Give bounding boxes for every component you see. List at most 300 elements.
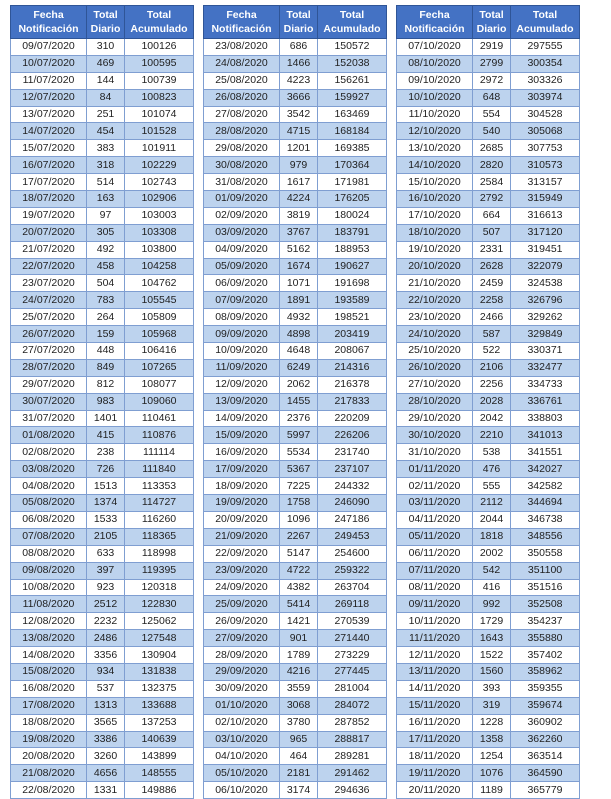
date-cell: 11/09/2020 [204, 359, 280, 376]
daily-total-cell: 1522 [473, 647, 511, 664]
table-row [11, 528, 194, 545]
daily-total-cell: 2792 [473, 191, 511, 208]
cumulative-total-cell: 326796 [511, 292, 580, 309]
daily-total-cell: 4932 [280, 309, 318, 326]
cumulative-total-cell: 363514 [511, 748, 580, 765]
fecha-header-line-1: Fecha [419, 9, 450, 21]
cumulative-total-cell: 289281 [318, 748, 387, 765]
date-cell: 05/11/2020 [397, 528, 473, 545]
fecha-header-line-1: Fecha [226, 9, 257, 21]
date-cell: 12/09/2020 [204, 376, 280, 393]
cumulative-total-cell: 110876 [125, 427, 194, 444]
table-row [204, 275, 387, 292]
date-cell: 02/10/2020 [204, 714, 280, 731]
cumulative-total-cell: 216378 [318, 376, 387, 393]
date-cell: 27/10/2020 [397, 376, 473, 393]
daily-total-cell: 1374 [87, 495, 125, 512]
table-row [397, 596, 580, 613]
cumulative-total-cell: 259322 [318, 562, 387, 579]
cumulative-total-cell: 351516 [511, 579, 580, 596]
daily-total-cell: 1331 [87, 782, 125, 799]
daily-total-cell: 992 [473, 596, 511, 613]
table-row [397, 174, 580, 191]
cumulative-total-cell: 100823 [125, 89, 194, 106]
cumulative-total-cell: 150572 [318, 39, 387, 56]
daily-total-cell: 633 [87, 545, 125, 562]
table-row [397, 782, 580, 799]
cumulative-total-cell: 231740 [318, 444, 387, 461]
cumulative-total-cell: 116260 [125, 511, 194, 528]
daily-total-cell: 1560 [473, 663, 511, 680]
date-cell: 01/08/2020 [11, 427, 87, 444]
date-cell: 03/09/2020 [204, 224, 280, 241]
cumulative-total-cell: 319451 [511, 241, 580, 258]
cumulative-total-cell: 188953 [318, 241, 387, 258]
date-cell: 12/11/2020 [397, 647, 473, 664]
table-row [204, 528, 387, 545]
daily-total-cell: 2042 [473, 410, 511, 427]
cumulative-total-cell: 122830 [125, 596, 194, 613]
daily-total-cell: 783 [87, 292, 125, 309]
table-row [397, 123, 580, 140]
cumulative-total-cell: 297555 [511, 39, 580, 56]
date-cell: 16/07/2020 [11, 157, 87, 174]
cumulative-total-cell: 107265 [125, 359, 194, 376]
cumulative-total-cell: 273229 [318, 647, 387, 664]
date-cell: 27/08/2020 [204, 106, 280, 123]
daily-total-cell: 1401 [87, 410, 125, 427]
table-row [204, 359, 387, 376]
daily-total-cell: 1096 [280, 511, 318, 528]
date-cell: 20/10/2020 [397, 258, 473, 275]
cumulative-total-cell: 100739 [125, 72, 194, 89]
table-row [11, 613, 194, 630]
daily-total-cell: 3666 [280, 89, 318, 106]
daily-total-cell: 159 [87, 326, 125, 343]
table-row [397, 511, 580, 528]
table-row [11, 663, 194, 680]
cumulative-total-cell: 304528 [511, 106, 580, 123]
total-diario-header-line-2: Diario [90, 23, 121, 35]
cumulative-total-cell: 118998 [125, 545, 194, 562]
cumulative-total-cell: 329849 [511, 326, 580, 343]
cumulative-total-cell: 191698 [318, 275, 387, 292]
table-row [204, 697, 387, 714]
daily-total-cell: 1228 [473, 714, 511, 731]
cumulative-total-cell: 148555 [125, 765, 194, 782]
table-row [397, 478, 580, 495]
total-acumulado-header-line-2: Acumulado [323, 23, 381, 35]
daily-total-cell: 3780 [280, 714, 318, 731]
date-cell: 24/07/2020 [11, 292, 87, 309]
table-row [397, 343, 580, 360]
table-row [11, 579, 194, 596]
cumulative-total-cell: 133688 [125, 697, 194, 714]
table-row [11, 55, 194, 72]
table-row [204, 191, 387, 208]
cumulative-total-cell: 247186 [318, 511, 387, 528]
daily-total-cell: 540 [473, 123, 511, 140]
table-row [397, 191, 580, 208]
cumulative-total-cell: 359674 [511, 697, 580, 714]
date-cell: 10/09/2020 [204, 343, 280, 360]
daily-total-cell: 1466 [280, 55, 318, 72]
cumulative-total-cell: 102743 [125, 174, 194, 191]
daily-total-cell: 393 [473, 680, 511, 697]
date-cell: 19/10/2020 [397, 241, 473, 258]
total-acumulado-header [511, 6, 580, 39]
cumulative-total-cell: 300354 [511, 55, 580, 72]
date-cell: 19/07/2020 [11, 207, 87, 224]
date-cell: 06/09/2020 [204, 275, 280, 292]
total-diario-header [280, 6, 318, 39]
daily-total-cell: 3819 [280, 207, 318, 224]
table-row [11, 511, 194, 528]
table-row [11, 714, 194, 731]
total-diario-header-line-1: Total [93, 9, 118, 21]
table-row [11, 410, 194, 427]
fecha-header [204, 6, 280, 39]
header-row [397, 6, 580, 39]
date-cell: 15/08/2020 [11, 663, 87, 680]
date-cell: 08/10/2020 [397, 55, 473, 72]
table-row [397, 748, 580, 765]
table-row [11, 343, 194, 360]
table-row [397, 292, 580, 309]
date-cell: 18/10/2020 [397, 224, 473, 241]
cumulative-total-cell: 303974 [511, 89, 580, 106]
daily-total-cell: 5534 [280, 444, 318, 461]
cumulative-total-cell: 324538 [511, 275, 580, 292]
date-cell: 25/10/2020 [397, 343, 473, 360]
cumulative-total-cell: 317120 [511, 224, 580, 241]
daily-total-cell: 144 [87, 72, 125, 89]
table-row [204, 663, 387, 680]
table-row [397, 207, 580, 224]
cumulative-total-cell: 130904 [125, 647, 194, 664]
daily-total-cell: 965 [280, 731, 318, 748]
date-cell: 28/08/2020 [204, 123, 280, 140]
cumulative-total-cell: 214316 [318, 359, 387, 376]
fecha-header-line-2: Notificación [404, 23, 465, 35]
date-cell: 26/08/2020 [204, 89, 280, 106]
cumulative-total-cell: 329262 [511, 309, 580, 326]
table-row [204, 106, 387, 123]
cumulative-total-cell: 281004 [318, 680, 387, 697]
daily-total-cell: 383 [87, 140, 125, 157]
daily-total-cell: 238 [87, 444, 125, 461]
daily-total-cell: 2232 [87, 613, 125, 630]
table-row [397, 630, 580, 647]
daily-total-cell: 2459 [473, 275, 511, 292]
total-acumulado-header-line-1: Total [339, 9, 365, 21]
date-cell: 09/07/2020 [11, 39, 87, 56]
table-row [11, 562, 194, 579]
table-row [11, 292, 194, 309]
daily-total-cell: 415 [87, 427, 125, 444]
daily-total-cell: 5147 [280, 545, 318, 562]
table-row [11, 123, 194, 140]
date-cell: 12/10/2020 [397, 123, 473, 140]
table-row [11, 106, 194, 123]
daily-total-cell: 2512 [87, 596, 125, 613]
daily-total-cell: 1076 [473, 765, 511, 782]
cumulative-total-cell: 217833 [318, 393, 387, 410]
cumulative-total-cell: 310573 [511, 157, 580, 174]
table-row [397, 647, 580, 664]
cumulative-total-cell: 291462 [318, 765, 387, 782]
daily-total-cell: 7225 [280, 478, 318, 495]
cumulative-total-cell: 118365 [125, 528, 194, 545]
table-row [11, 782, 194, 799]
cumulative-total-cell: 159927 [318, 89, 387, 106]
daily-total-cell: 507 [473, 224, 511, 241]
date-cell: 13/07/2020 [11, 106, 87, 123]
daily-total-cell: 2919 [473, 39, 511, 56]
date-cell: 22/08/2020 [11, 782, 87, 799]
date-cell: 28/07/2020 [11, 359, 87, 376]
date-cell: 13/09/2020 [204, 393, 280, 410]
table-row [204, 207, 387, 224]
table-row [204, 174, 387, 191]
cumulative-total-cell: 152038 [318, 55, 387, 72]
total-diario-header-line-2: Diario [283, 23, 314, 35]
cumulative-total-cell: 143899 [125, 748, 194, 765]
cumulative-total-cell: 101528 [125, 123, 194, 140]
table-row [11, 376, 194, 393]
date-cell: 02/11/2020 [397, 478, 473, 495]
table-row [204, 714, 387, 731]
cumulative-total-cell: 246090 [318, 495, 387, 512]
daily-total-cell: 5162 [280, 241, 318, 258]
table-row [397, 55, 580, 72]
cumulative-total-cell: 106416 [125, 343, 194, 360]
table-row [204, 292, 387, 309]
cumulative-total-cell: 334733 [511, 376, 580, 393]
table-row [11, 359, 194, 376]
date-cell: 26/10/2020 [397, 359, 473, 376]
date-cell: 19/08/2020 [11, 731, 87, 748]
cumulative-total-cell: 104762 [125, 275, 194, 292]
table-row [204, 326, 387, 343]
date-cell: 17/07/2020 [11, 174, 87, 191]
table-row [204, 478, 387, 495]
date-cell: 10/07/2020 [11, 55, 87, 72]
daily-total-cell: 2062 [280, 376, 318, 393]
daily-total-cell: 1513 [87, 478, 125, 495]
daily-total-cell: 4715 [280, 123, 318, 140]
daily-total-cell: 4216 [280, 663, 318, 680]
table-row [204, 393, 387, 410]
table-row [204, 343, 387, 360]
cumulative-total-cell: 288817 [318, 731, 387, 748]
daily-total-cell: 5997 [280, 427, 318, 444]
date-cell: 21/07/2020 [11, 241, 87, 258]
date-cell: 30/08/2020 [204, 157, 280, 174]
daily-total-cell: 3559 [280, 680, 318, 697]
cumulative-total-cell: 277445 [318, 663, 387, 680]
table-row [204, 258, 387, 275]
date-cell: 07/08/2020 [11, 528, 87, 545]
date-cell: 26/07/2020 [11, 326, 87, 343]
date-cell: 29/10/2020 [397, 410, 473, 427]
date-cell: 18/09/2020 [204, 478, 280, 495]
date-cell: 22/07/2020 [11, 258, 87, 275]
daily-total-cell: 726 [87, 461, 125, 478]
table-row [11, 731, 194, 748]
cumulative-total-cell: 322079 [511, 258, 580, 275]
cumulative-total-cell: 110461 [125, 410, 194, 427]
total-acumulado-header-line-1: Total [146, 9, 172, 21]
table-row [11, 157, 194, 174]
date-cell: 01/10/2020 [204, 697, 280, 714]
table-row [204, 562, 387, 579]
table-row [397, 613, 580, 630]
date-cell: 26/09/2020 [204, 613, 280, 630]
table-row [11, 680, 194, 697]
table-row [204, 647, 387, 664]
table-row [11, 39, 194, 56]
cumulative-total-cell: 338803 [511, 410, 580, 427]
cumulative-total-cell: 137253 [125, 714, 194, 731]
cumulative-total-cell: 114727 [125, 495, 194, 512]
cumulative-total-cell: 351100 [511, 562, 580, 579]
daily-total-cell: 318 [87, 157, 125, 174]
date-cell: 02/08/2020 [11, 444, 87, 461]
table-row [11, 140, 194, 157]
date-cell: 16/11/2020 [397, 714, 473, 731]
table-row [397, 326, 580, 343]
date-cell: 20/07/2020 [11, 224, 87, 241]
date-cell: 22/10/2020 [397, 292, 473, 309]
cumulative-total-cell: 102906 [125, 191, 194, 208]
date-cell: 10/11/2020 [397, 613, 473, 630]
cumulative-total-cell: 287852 [318, 714, 387, 731]
daily-total-cell: 4382 [280, 579, 318, 596]
cumulative-total-cell: 208067 [318, 343, 387, 360]
daily-total-cell: 264 [87, 309, 125, 326]
table-row [204, 123, 387, 140]
cases-table-2 [203, 5, 387, 799]
date-cell: 03/11/2020 [397, 495, 473, 512]
table-row [397, 157, 580, 174]
table-row [11, 630, 194, 647]
date-cell: 08/11/2020 [397, 579, 473, 596]
cumulative-total-cell: 131838 [125, 663, 194, 680]
daily-total-cell: 464 [280, 748, 318, 765]
table-row [11, 748, 194, 765]
table-row [397, 427, 580, 444]
fecha-header [397, 6, 473, 39]
table-row [204, 748, 387, 765]
daily-total-cell: 2002 [473, 545, 511, 562]
date-cell: 30/10/2020 [397, 427, 473, 444]
daily-total-cell: 448 [87, 343, 125, 360]
cumulative-total-cell: 105545 [125, 292, 194, 309]
daily-total-cell: 2044 [473, 511, 511, 528]
daily-total-cell: 849 [87, 359, 125, 376]
daily-total-cell: 2106 [473, 359, 511, 376]
date-cell: 07/11/2020 [397, 562, 473, 579]
date-cell: 23/07/2020 [11, 275, 87, 292]
daily-total-cell: 476 [473, 461, 511, 478]
date-cell: 27/07/2020 [11, 343, 87, 360]
daily-total-cell: 2486 [87, 630, 125, 647]
date-cell: 19/09/2020 [204, 495, 280, 512]
daily-total-cell: 983 [87, 393, 125, 410]
date-cell: 12/07/2020 [11, 89, 87, 106]
daily-total-cell: 1201 [280, 140, 318, 157]
date-cell: 05/09/2020 [204, 258, 280, 275]
cumulative-total-cell: 198521 [318, 309, 387, 326]
table-row [204, 157, 387, 174]
table-row [204, 613, 387, 630]
date-cell: 09/11/2020 [397, 596, 473, 613]
cumulative-total-cell: 270539 [318, 613, 387, 630]
date-cell: 04/10/2020 [204, 748, 280, 765]
table-row [204, 444, 387, 461]
cumulative-total-cell: 342027 [511, 461, 580, 478]
table-row [11, 478, 194, 495]
daily-total-cell: 538 [473, 444, 511, 461]
cumulative-total-cell: 263704 [318, 579, 387, 596]
daily-total-cell: 2258 [473, 292, 511, 309]
table-row [11, 427, 194, 444]
table-row [11, 89, 194, 106]
cumulative-total-cell: 303326 [511, 72, 580, 89]
daily-total-cell: 1455 [280, 393, 318, 410]
daily-total-cell: 2820 [473, 157, 511, 174]
table-row [204, 241, 387, 258]
cumulative-total-cell: 307753 [511, 140, 580, 157]
cumulative-total-cell: 170364 [318, 157, 387, 174]
date-cell: 06/10/2020 [204, 782, 280, 799]
total-acumulado-header-line-1: Total [532, 9, 558, 21]
table-row [204, 731, 387, 748]
date-cell: 21/10/2020 [397, 275, 473, 292]
total-acumulado-header [318, 6, 387, 39]
daily-total-cell: 2972 [473, 72, 511, 89]
date-cell: 25/07/2020 [11, 309, 87, 326]
table-row [397, 72, 580, 89]
table-row [397, 309, 580, 326]
table-row [204, 224, 387, 241]
cumulative-total-cell: 193589 [318, 292, 387, 309]
date-cell: 14/07/2020 [11, 123, 87, 140]
daily-total-cell: 4722 [280, 562, 318, 579]
date-cell: 14/11/2020 [397, 680, 473, 697]
total-acumulado-header-line-2: Acumulado [130, 23, 188, 35]
table-row [397, 258, 580, 275]
table-row [204, 545, 387, 562]
table-row [397, 528, 580, 545]
cumulative-total-cell: 365779 [511, 782, 580, 799]
daily-total-cell: 397 [87, 562, 125, 579]
cumulative-total-cell: 183791 [318, 224, 387, 241]
date-cell: 11/08/2020 [11, 596, 87, 613]
date-cell: 20/08/2020 [11, 748, 87, 765]
date-cell: 31/08/2020 [204, 174, 280, 191]
cumulative-total-cell: 254600 [318, 545, 387, 562]
date-cell: 20/11/2020 [397, 782, 473, 799]
daily-total-cell: 1254 [473, 748, 511, 765]
table-row [11, 275, 194, 292]
cumulative-total-cell: 203419 [318, 326, 387, 343]
daily-total-cell: 1071 [280, 275, 318, 292]
daily-total-cell: 163 [87, 191, 125, 208]
cumulative-total-cell: 336761 [511, 393, 580, 410]
cumulative-total-cell: 102229 [125, 157, 194, 174]
